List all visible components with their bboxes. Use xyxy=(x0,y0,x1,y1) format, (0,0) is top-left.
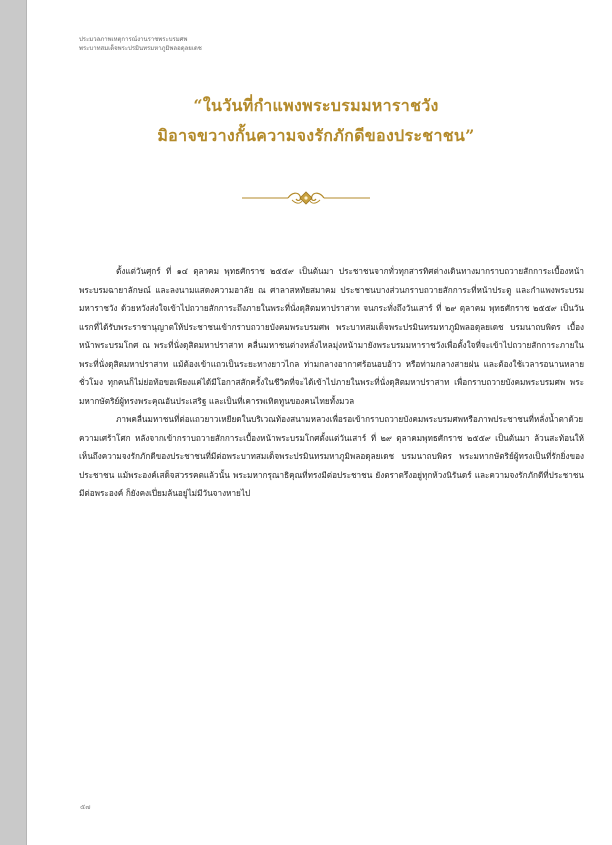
page-number: ๕๗ xyxy=(80,803,91,811)
ornamental-divider-icon xyxy=(240,188,372,208)
title-line-1: “ในวันที่กำแพงพระบรมมหาราชวัง xyxy=(193,96,439,115)
article-body xyxy=(79,262,584,503)
running-header-line-1: ประมวลภาพเหตุการณ์งานราชพระบรมศพ xyxy=(79,36,188,43)
body-paragraph-1: ตั้งแต่วันศุกร์ ที่ ๑๔ ตุลาคม พุทธศักราช ๒๕๕๙ เป็นต้นมา ประชาชนจากทั่วทุกสารทิศต่างเดินทางมากราบถวายสักการะเบื้องหน้าพระบรมฉายาลักษณ์ และลงนามแสดงความอาลัย ณ ศาลาสหทัยสมาคม ประชาชนบางส่วนกราบถวายสักการะที่หน้าประตู และกำแพงพระบรมมหาราชวัง ด้วยหวังส่งใจเข้าไปถวายสักการะถึงภายในพระที่นั่งดุสิตมหาปราสาท จนกระทั่งถึงวันเสาร์ ที่ ๒๙ ตุลาคม พุทธศักราช ๒๕๕๙ เป็นวันแรกที่ได้รับพระราชานุญาตให้ประชาชนเข้ากราบถวายบังคมพระบรมศพ พระบาทสมเด็จพระปรมินทรมหาภูมิพลอดุลยเดช บรมนาถบพิตร เบื้องหน้าพระบรมโกศ ณ พระที่นั่งดุสิตมหาปราสาท คลื่นมหาชนต่างหลั่งไหลมุ่งหน้ามายังพระบรมมหาราชวังเพื่อตั้งใจที่จะเข้าไปถวายสักการะภายในพระที่นั่งดุสิตมหาปราสาท แม้ต้องเข้าแถวเป็นระยะทางยาวไกล ท่ามกลางอากาศร้อนอบอ้าว หรือท่ามกลางสายฝน และต้องใช้เวลารอนานหลายชั่วโมง ทุกคนก็ไม่ย่อท้อขอเพียงแค่ได้มีโอกาสสักครั้งในชีวิตที่จะได้เข้าไปภายในพระที่นั่งดุสิตมหาปราสาท เพื่อกราบถวายบังคมพระบรมศพ พระมหากษัตริย์ผู้ทรงพระคุณอันประเสริฐ และเป็นที่เคารพเทิดทูนของคนไทยทั้งมวล xyxy=(79,266,584,406)
left-margin-rule xyxy=(26,0,27,845)
running-header-line-2: พระบาทสมเด็จพระปรมินทรมหาภูมิพลอดุลยเดช xyxy=(79,45,202,52)
running-header xyxy=(79,35,202,53)
left-margin-bar xyxy=(0,0,26,845)
title-line-2: มิอาจขวางกั้นความจงรักภักดีของประชาชน” xyxy=(157,126,475,145)
body-paragraph-2: ภาพคลื่นมหาชนที่ต่อแถวยาวเหยียดในบริเวณท้องสนามหลวงเพื่อรอเข้ากราบถวายบังคมพระบรมศพหรือภาพประชาชนที่หลั่งน้ำตาด้วยความเศร้าโศก หลังจากเข้ากราบถวายสักการะเบื้องหน้าพระบรมโกศตั้งแต่วันเสาร์ ที่ ๒๙ ตุลาคมพุทธศักราช ๒๕๕๙ เป็นต้นมา ล้วนสะท้อนให้เห็นถึงความจงรักภักดีของประชาชนที่มีต่อพระบาทสมเด็จพระปรมินทรมหาภูมิพลอดุลยเดช บรมนาถบพิตร พระมหากษัตริย์ผู้ทรงเป็นที่รักยิ่งของประชาชน แม้พระองค์เสด็จสวรรคตแล้วนั้น พระมหากรุณาธิคุณที่ทรงมีต่อประชาชน ยังตราตรึงอยู่ทุกห้วงนิรันดร์ และความจงรักภักดีที่ประชาชนมีต่อพระองค์ ก็ยังคงเปี่ยมล้นอยู่ไม่มีวันจางหายไป xyxy=(79,414,584,498)
